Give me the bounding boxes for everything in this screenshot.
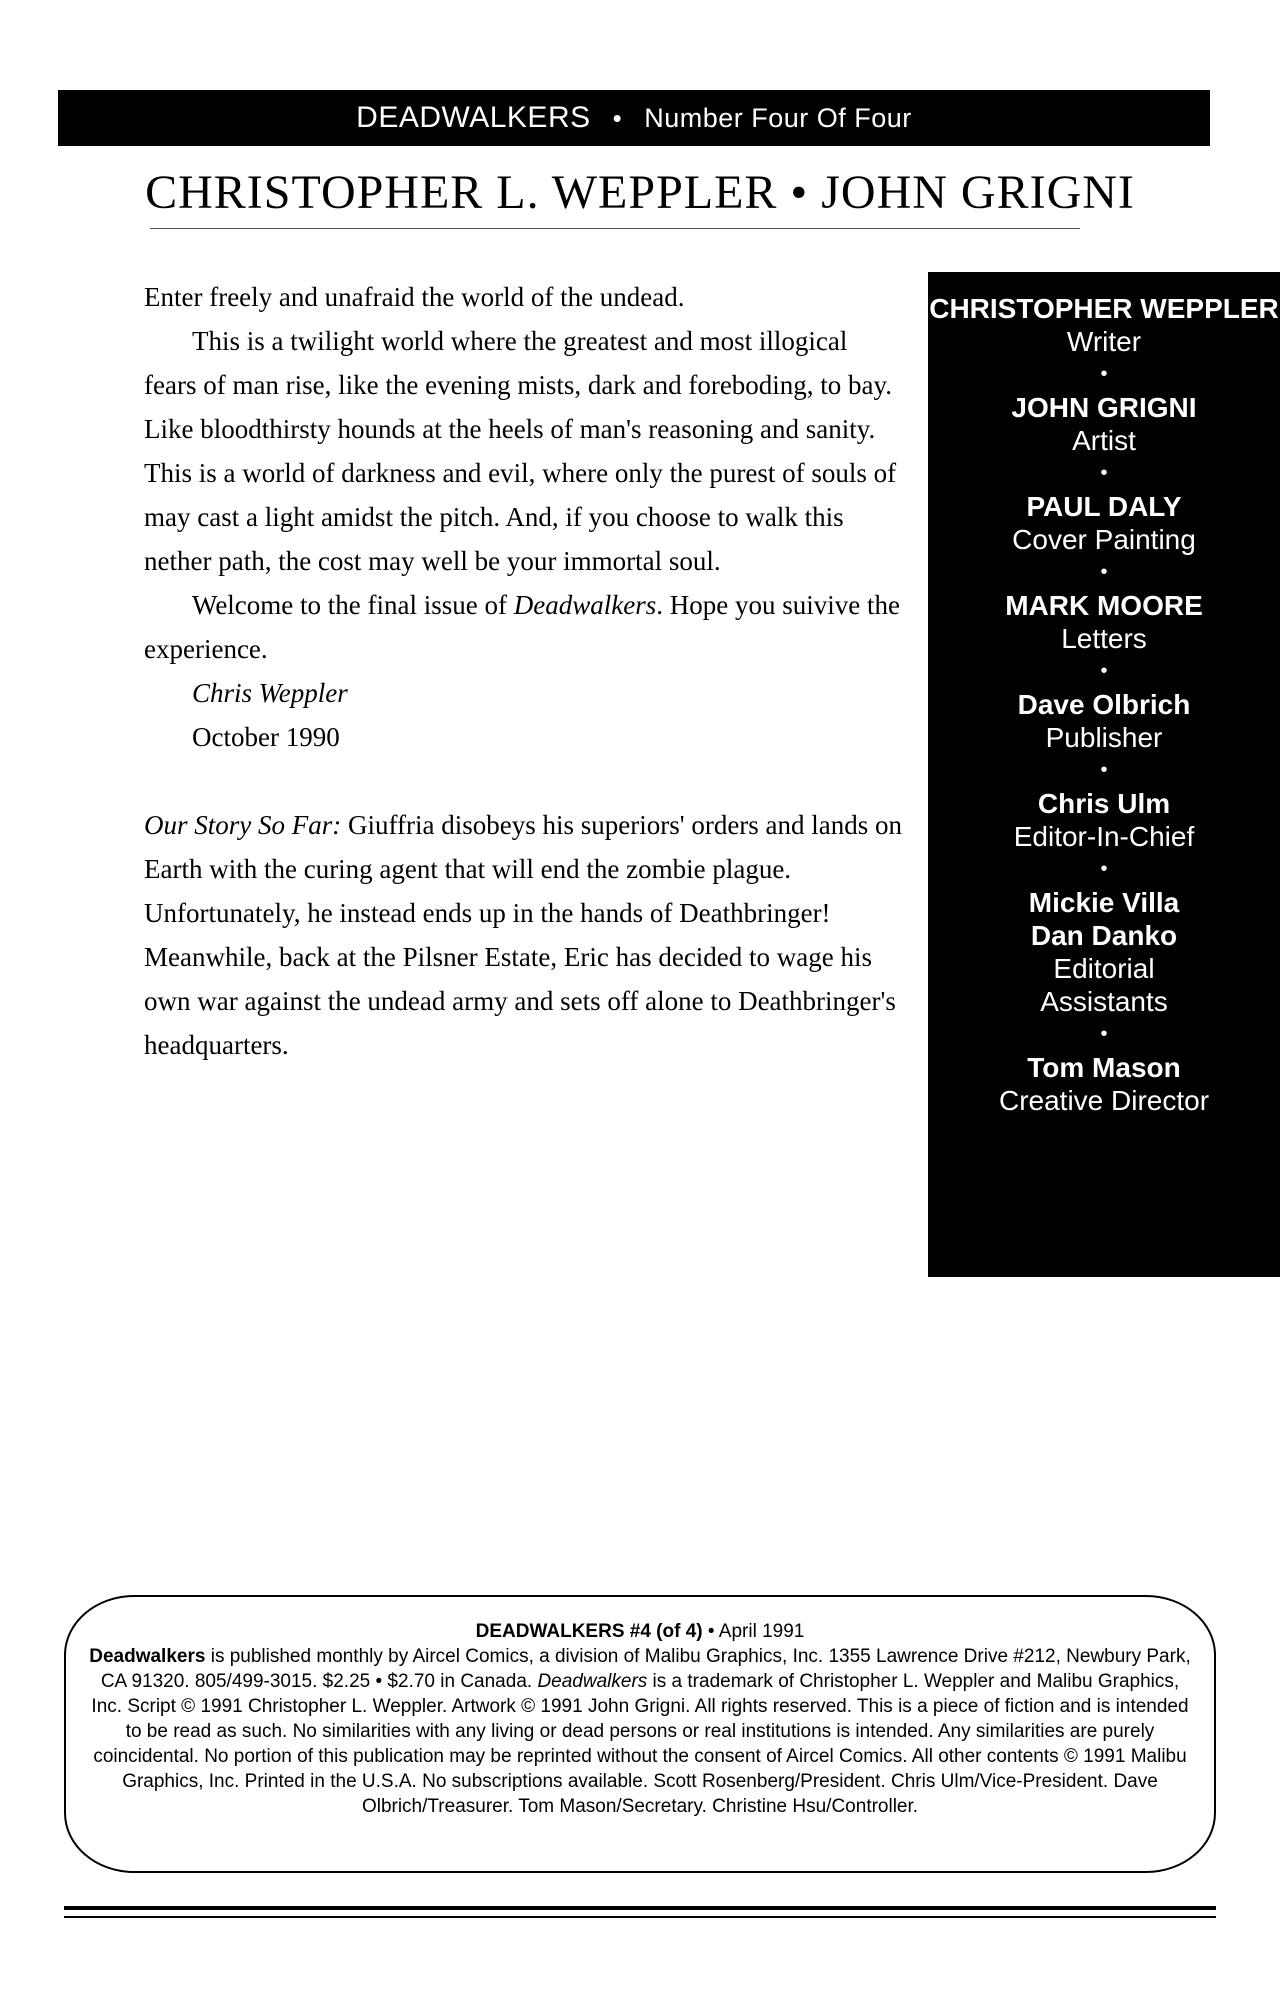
credit-cover — [928, 490, 1280, 556]
indicia-box — [64, 1595, 1216, 1873]
credit-writer — [928, 292, 1280, 358]
intro-paragraph-1: Enter freely and unafraid the world of the undead. — [144, 282, 685, 312]
credit-name: JOHN GRIGNI — [1011, 392, 1197, 423]
signature: Chris Weppler — [192, 678, 348, 708]
indicia-body — [86, 1644, 1194, 1819]
indicia-text-1: is published monthly by Aircel Comics, a division of Malibu Graphics, Inc. 1355 Lawrence Drive #212, Newbury Park, CA 91320. 805/499-3015. $2.25 • $2.70 in Canada. — [100, 1646, 1191, 1692]
credit-publisher — [928, 688, 1280, 754]
credit-separator: • — [1100, 561, 1108, 583]
header-divider — [150, 228, 1080, 229]
intro-paragraph-3 — [144, 583, 904, 671]
credit-name: CHRISTOPHER WEPPLER — [929, 293, 1279, 324]
credit-name: Chris Ulm — [1037, 788, 1171, 819]
story-text: Giuffria disobeys his superiors' orders and lands on Earth with the curing agent that will end the zombie plague. Unfortunately, he instead ends up in the hands of Deathbringer! Meanwhile, back at the Pilsner Estate, Eric has decided to wage his own war against the undead army and sets off alone to Deathbringer's headquarters. — [144, 810, 903, 1060]
indicia-title-line — [86, 1619, 1194, 1644]
credit-role: Editor-In-Chief — [1013, 821, 1195, 852]
story-label: Our Story So Far: — [144, 810, 342, 840]
indicia-text-2: is a trademark of Christopher L. Weppler and Malibu Graphics, Inc. Script © 1991 Christopher L. Weppler. Artwork © 1991 John Grigni. All rights reserved. This is a piece of fiction and is intended to be read as such. No similarities with any living or dead persons or real institutions is intended. Any similarities are purely coincidental. No portion of this publication may be reprinted without the consent of Aircel Comics. All other contents © 1991 Malibu Graphics, Inc. Printed in the U.S.A. No subscriptions available. Scott Rosenberg/President. Chris Ulm/Vice-President. Dave Olbrich/Treasurer. Tom Mason/Secretary. Christine Hsu/Controller. — [91, 1671, 1189, 1817]
credit-letters — [928, 589, 1280, 655]
credit-artist — [928, 391, 1280, 457]
footer-rule-thin — [64, 1916, 1216, 1918]
intro-p3-after: . Hope you suivive the experience. — [144, 590, 900, 664]
series-header-bar — [58, 90, 1210, 146]
indicia-title: DEADWALKERS #4 (of 4) — [475, 1621, 703, 1642]
credit-editor — [928, 787, 1280, 853]
credit-role: Editorial Assistants — [1040, 953, 1168, 1017]
credit-role: Writer — [1066, 326, 1142, 357]
credit-name: Tom Mason — [1027, 1052, 1181, 1083]
series-title: DEADWALKERS — [356, 101, 591, 134]
credit-separator: • — [1100, 363, 1108, 385]
story-so-far — [144, 803, 904, 1067]
indicia-pub-name: Deadwalkers — [89, 1646, 206, 1667]
credit-editorial-assistants — [928, 886, 1280, 1018]
intro-p3-before: Welcome to the final issue of — [192, 590, 514, 620]
credit-name: Mickie Villa Dan Danko — [1028, 887, 1180, 951]
intro-paragraph-2: This is a twilight world where the greatest and most illogical fears of man rise, like the evening mists, dark and foreboding, to bay. Like bloodthirsty hounds at the heels of man's reasoning and sanity. This is a world of darkness and evil, where only the purest of souls of may cast a light amidst the pitch. And, if you choose to walk this nether path, the cost may well be your immortal soul. — [144, 326, 897, 576]
credit-role: Letters — [1061, 623, 1147, 654]
indicia-date: • April 1991 — [702, 1621, 805, 1642]
creators-line: CHRISTOPHER L. WEPPLER • JOHN GRIGNI — [145, 166, 1135, 219]
issue-number: Number Four Of Four — [644, 102, 912, 133]
indicia-trademark-name: Deadwalkers — [537, 1671, 648, 1692]
footer-rule-thick — [64, 1906, 1216, 1910]
header-separator: • — [612, 102, 623, 133]
credit-separator: • — [1100, 759, 1108, 781]
credit-separator: • — [1100, 858, 1108, 880]
intro-text — [144, 275, 904, 1067]
credit-creative-director — [928, 1051, 1280, 1117]
credit-name: PAUL DALY — [1026, 491, 1182, 522]
credit-name: MARK MOORE — [1005, 590, 1203, 621]
letter-date: October 1990 — [192, 722, 340, 752]
credit-role: Publisher — [1045, 722, 1163, 753]
credit-separator: • — [1100, 660, 1108, 682]
credit-role: Creative Director — [998, 1085, 1210, 1116]
credit-separator: • — [1100, 462, 1108, 484]
credit-name: Dave Olbrich — [1017, 689, 1191, 720]
credit-role: Cover Painting — [1012, 524, 1196, 555]
intro-p3-title: Deadwalkers — [513, 590, 657, 620]
credit-role: Artist — [1072, 425, 1136, 456]
credit-separator: • — [1100, 1023, 1108, 1045]
spacer — [144, 759, 904, 803]
credits-box — [928, 272, 1280, 1277]
